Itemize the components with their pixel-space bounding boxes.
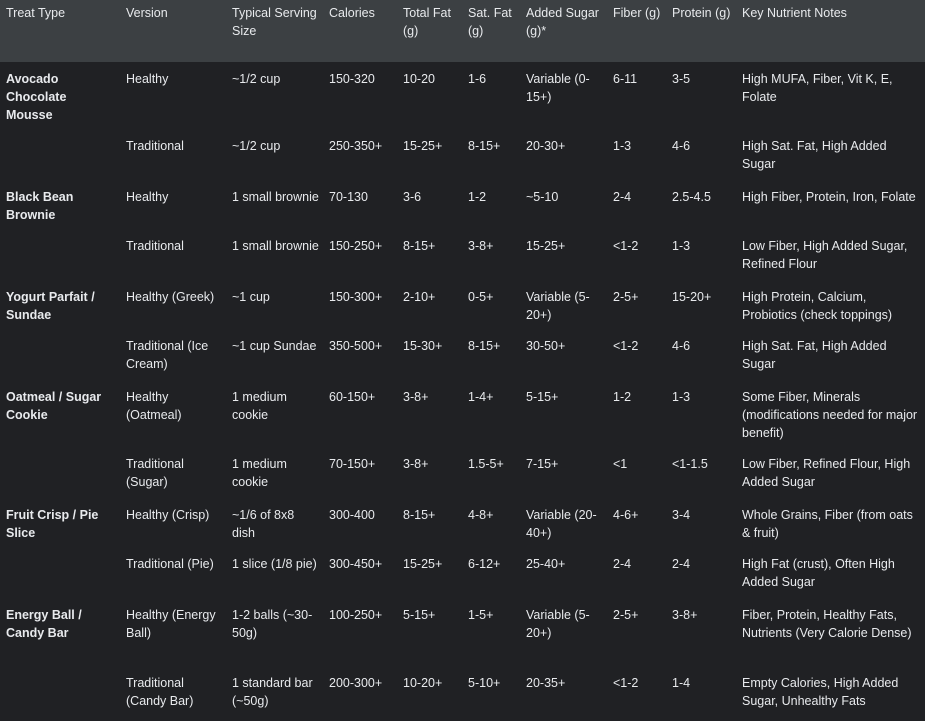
table-row xyxy=(0,667,925,710)
cell-fiber: <1 xyxy=(613,457,628,471)
cell-sat-fat: 0-5+ xyxy=(468,290,494,304)
cell-total-fat: 3-8+ xyxy=(403,457,429,471)
cell-key-notes: High Fat (crust), Often High Added Sugar xyxy=(742,557,895,589)
cell-treat-type: Avocado Chocolate Mousse xyxy=(6,72,67,122)
cell-serving-size: ~1 cup xyxy=(232,290,270,304)
cell-treat-type xyxy=(0,667,120,710)
table-row xyxy=(0,230,925,280)
cell-treat-type xyxy=(0,330,120,380)
cell-serving-size: 1 small brownie xyxy=(232,239,319,253)
cell-total-fat: 15-25+ xyxy=(403,139,443,153)
cell-key-notes: Whole Grains, Fiber (from oats & fruit) xyxy=(742,508,913,540)
header-total-fat: Total Fat (g) xyxy=(403,6,451,38)
cell-added-sugar: Variable (20-40+) xyxy=(526,508,597,540)
cell-calories: 200-300+ xyxy=(329,676,383,690)
cell-total-fat: 15-25+ xyxy=(403,557,443,571)
cell-total-fat: 8-15+ xyxy=(403,239,436,253)
cell-fiber: 2-4 xyxy=(613,190,632,204)
cell-treat-type: Oatmeal / Sugar Cookie xyxy=(6,390,102,422)
cell-version: Healthy xyxy=(126,72,169,86)
header-protein: Protein (g) xyxy=(672,6,731,20)
cell-sat-fat: 6-12+ xyxy=(468,557,501,571)
cell-sat-fat: 1-2 xyxy=(468,190,487,204)
cell-total-fat: 3-8+ xyxy=(403,390,429,404)
cell-fiber: 4-6+ xyxy=(613,508,639,522)
cell-version: Traditional (Pie) xyxy=(126,557,214,571)
cell-protein: 1-3 xyxy=(672,390,691,404)
cell-calories: 300-450+ xyxy=(329,557,383,571)
header-sat-fat: Sat. Fat (g) xyxy=(468,6,512,38)
cell-protein: 3-4 xyxy=(672,508,691,522)
header-treat-type: Treat Type xyxy=(6,6,66,20)
cell-calories: 70-130 xyxy=(329,190,368,204)
cell-total-fat: 10-20 xyxy=(403,72,435,86)
cell-treat-type: Fruit Crisp / Pie Slice xyxy=(6,508,99,540)
cell-serving-size: 1-2 balls (~30-50g) xyxy=(232,608,313,640)
cell-version: Traditional xyxy=(126,239,184,253)
cell-sat-fat: 8-15+ xyxy=(468,339,501,353)
cell-key-notes: High Fiber, Protein, Iron, Folate xyxy=(742,190,916,204)
cell-total-fat: 8-15+ xyxy=(403,508,436,522)
cell-added-sugar: Variable (5-20+) xyxy=(526,608,590,640)
table-row xyxy=(0,548,925,598)
cell-sat-fat: 1-5+ xyxy=(468,608,494,622)
cell-serving-size: 1 slice (1/8 pie) xyxy=(232,557,317,571)
cell-protein: 2-4 xyxy=(672,557,691,571)
cell-sat-fat: 1-4+ xyxy=(468,390,494,404)
cell-fiber: 1-3 xyxy=(613,139,632,153)
cell-calories: 250-350+ xyxy=(329,139,383,153)
table-row xyxy=(0,330,925,380)
cell-treat-type: Yogurt Parfait / Sundae xyxy=(6,290,95,322)
cell-version: Healthy (Oatmeal) xyxy=(126,390,182,422)
cell-serving-size: ~1 cup Sundae xyxy=(232,339,317,353)
cell-treat-type xyxy=(0,230,120,280)
cell-version: Traditional (Sugar) xyxy=(126,457,184,489)
cell-key-notes: Low Fiber, Refined Flour, High Added Sugar xyxy=(742,457,911,489)
header-row xyxy=(0,0,925,62)
cell-total-fat: 2-10+ xyxy=(403,290,436,304)
cell-protein: 4-6 xyxy=(672,339,691,353)
cell-total-fat: 10-20+ xyxy=(403,676,443,690)
table-row xyxy=(0,448,925,498)
table-row xyxy=(0,130,925,180)
cell-serving-size: 1 medium cookie xyxy=(232,457,287,489)
cell-version: Healthy (Greek) xyxy=(126,290,215,304)
cell-key-notes: Low Fiber, High Added Sugar, Refined Flour xyxy=(742,239,908,271)
cell-serving-size: ~1/6 of 8x8 dish xyxy=(232,508,295,540)
cell-version: Traditional (Candy Bar) xyxy=(126,676,194,708)
cell-added-sugar: 25-40+ xyxy=(526,557,566,571)
cell-serving-size: ~1/2 cup xyxy=(232,139,281,153)
cell-protein: <1-1.5 xyxy=(672,457,708,471)
cell-fiber: <1-2 xyxy=(613,339,639,353)
cell-serving-size: ~1/2 cup xyxy=(232,72,281,86)
cell-fiber: <1-2 xyxy=(613,676,639,690)
cell-added-sugar: Variable (0-15+) xyxy=(526,72,590,104)
table-row xyxy=(0,62,925,130)
cell-calories: 60-150+ xyxy=(329,390,376,404)
cell-added-sugar: 5-15+ xyxy=(526,390,559,404)
cell-added-sugar: 7-15+ xyxy=(526,457,559,471)
cell-key-notes: High Sat. Fat, High Added Sugar xyxy=(742,339,887,371)
cell-calories: 150-300+ xyxy=(329,290,383,304)
cell-version: Healthy (Crisp) xyxy=(126,508,210,522)
header-key-notes: Key Nutrient Notes xyxy=(742,6,847,20)
cell-added-sugar: 20-35+ xyxy=(526,676,566,690)
cell-key-notes: High MUFA, Fiber, Vit K, E, Folate xyxy=(742,72,893,104)
cell-serving-size: 1 standard bar (~50g) xyxy=(232,676,313,708)
cell-protein: 4-6 xyxy=(672,139,691,153)
cell-protein: 1-3 xyxy=(672,239,691,253)
cell-fiber: 2-5+ xyxy=(613,290,639,304)
cell-key-notes: High Sat. Fat, High Added Sugar xyxy=(742,139,887,171)
cell-total-fat: 3-6 xyxy=(403,190,422,204)
cell-key-notes: High Protein, Calcium, Probiotics (check toppings) xyxy=(742,290,893,322)
table-header xyxy=(0,0,925,62)
cell-sat-fat: 3-8+ xyxy=(468,239,494,253)
cell-sat-fat: 5-10+ xyxy=(468,676,501,690)
cell-fiber: 2-4 xyxy=(613,557,632,571)
cell-treat-type xyxy=(0,548,120,598)
cell-version: Traditional xyxy=(126,139,184,153)
cell-added-sugar: Variable (5-20+) xyxy=(526,290,590,322)
cell-calories: 300-400 xyxy=(329,508,375,522)
cell-treat-type xyxy=(0,130,120,180)
cell-key-notes: Empty Calories, High Added Sugar, Unhealthy Fats xyxy=(742,676,899,708)
cell-calories: 100-250+ xyxy=(329,608,383,622)
header-calories: Calories xyxy=(329,6,375,20)
cell-added-sugar: 30-50+ xyxy=(526,339,566,353)
cell-fiber: 6-11 xyxy=(613,72,638,86)
cell-total-fat: 5-15+ xyxy=(403,608,436,622)
cell-treat-type xyxy=(0,448,120,498)
cell-calories: 150-250+ xyxy=(329,239,383,253)
cell-key-notes: Fiber, Protein, Healthy Fats, Nutrients (Very Calorie Dense) xyxy=(742,608,912,640)
header-added-sugar: Added Sugar (g)* xyxy=(526,6,599,38)
table-row xyxy=(0,498,925,548)
table-body xyxy=(0,62,925,710)
cell-protein: 1-4 xyxy=(672,676,691,690)
header-serving-size: Typical Serving Size xyxy=(232,6,317,38)
table-row xyxy=(0,380,925,448)
cell-treat-type: Black Bean Brownie xyxy=(6,190,74,222)
cell-key-notes: Some Fiber, Minerals (modifications needed for major benefit) xyxy=(742,390,918,440)
cell-calories: 150-320 xyxy=(329,72,375,86)
cell-sat-fat: 1-6 xyxy=(468,72,487,86)
cell-calories: 350-500+ xyxy=(329,339,383,353)
header-version: Version xyxy=(126,6,168,20)
cell-protein: 2.5-4.5 xyxy=(672,190,711,204)
header-fiber: Fiber (g) xyxy=(613,6,661,20)
cell-calories: 70-150+ xyxy=(329,457,376,471)
cell-version: Healthy (Energy Ball) xyxy=(126,608,216,640)
cell-treat-type: Energy Ball / Candy Bar xyxy=(6,608,82,640)
cell-fiber: <1-2 xyxy=(613,239,639,253)
table-row xyxy=(0,598,925,667)
table-row xyxy=(0,280,925,330)
cell-protein: 3-8+ xyxy=(672,608,698,622)
cell-serving-size: 1 medium cookie xyxy=(232,390,287,422)
table-row xyxy=(0,180,925,230)
cell-sat-fat: 4-8+ xyxy=(468,508,494,522)
cell-sat-fat: 1.5-5+ xyxy=(468,457,504,471)
cell-total-fat: 15-30+ xyxy=(403,339,443,353)
cell-protein: 3-5 xyxy=(672,72,691,86)
cell-added-sugar: 20-30+ xyxy=(526,139,566,153)
cell-added-sugar: ~5-10 xyxy=(526,190,559,204)
cell-serving-size: 1 small brownie xyxy=(232,190,319,204)
cell-version: Healthy xyxy=(126,190,169,204)
cell-fiber: 1-2 xyxy=(613,390,632,404)
cell-protein: 15-20+ xyxy=(672,290,712,304)
cell-sat-fat: 8-15+ xyxy=(468,139,501,153)
cell-fiber: 2-5+ xyxy=(613,608,639,622)
cell-added-sugar: 15-25+ xyxy=(526,239,566,253)
cell-version: Traditional (Ice Cream) xyxy=(126,339,209,371)
